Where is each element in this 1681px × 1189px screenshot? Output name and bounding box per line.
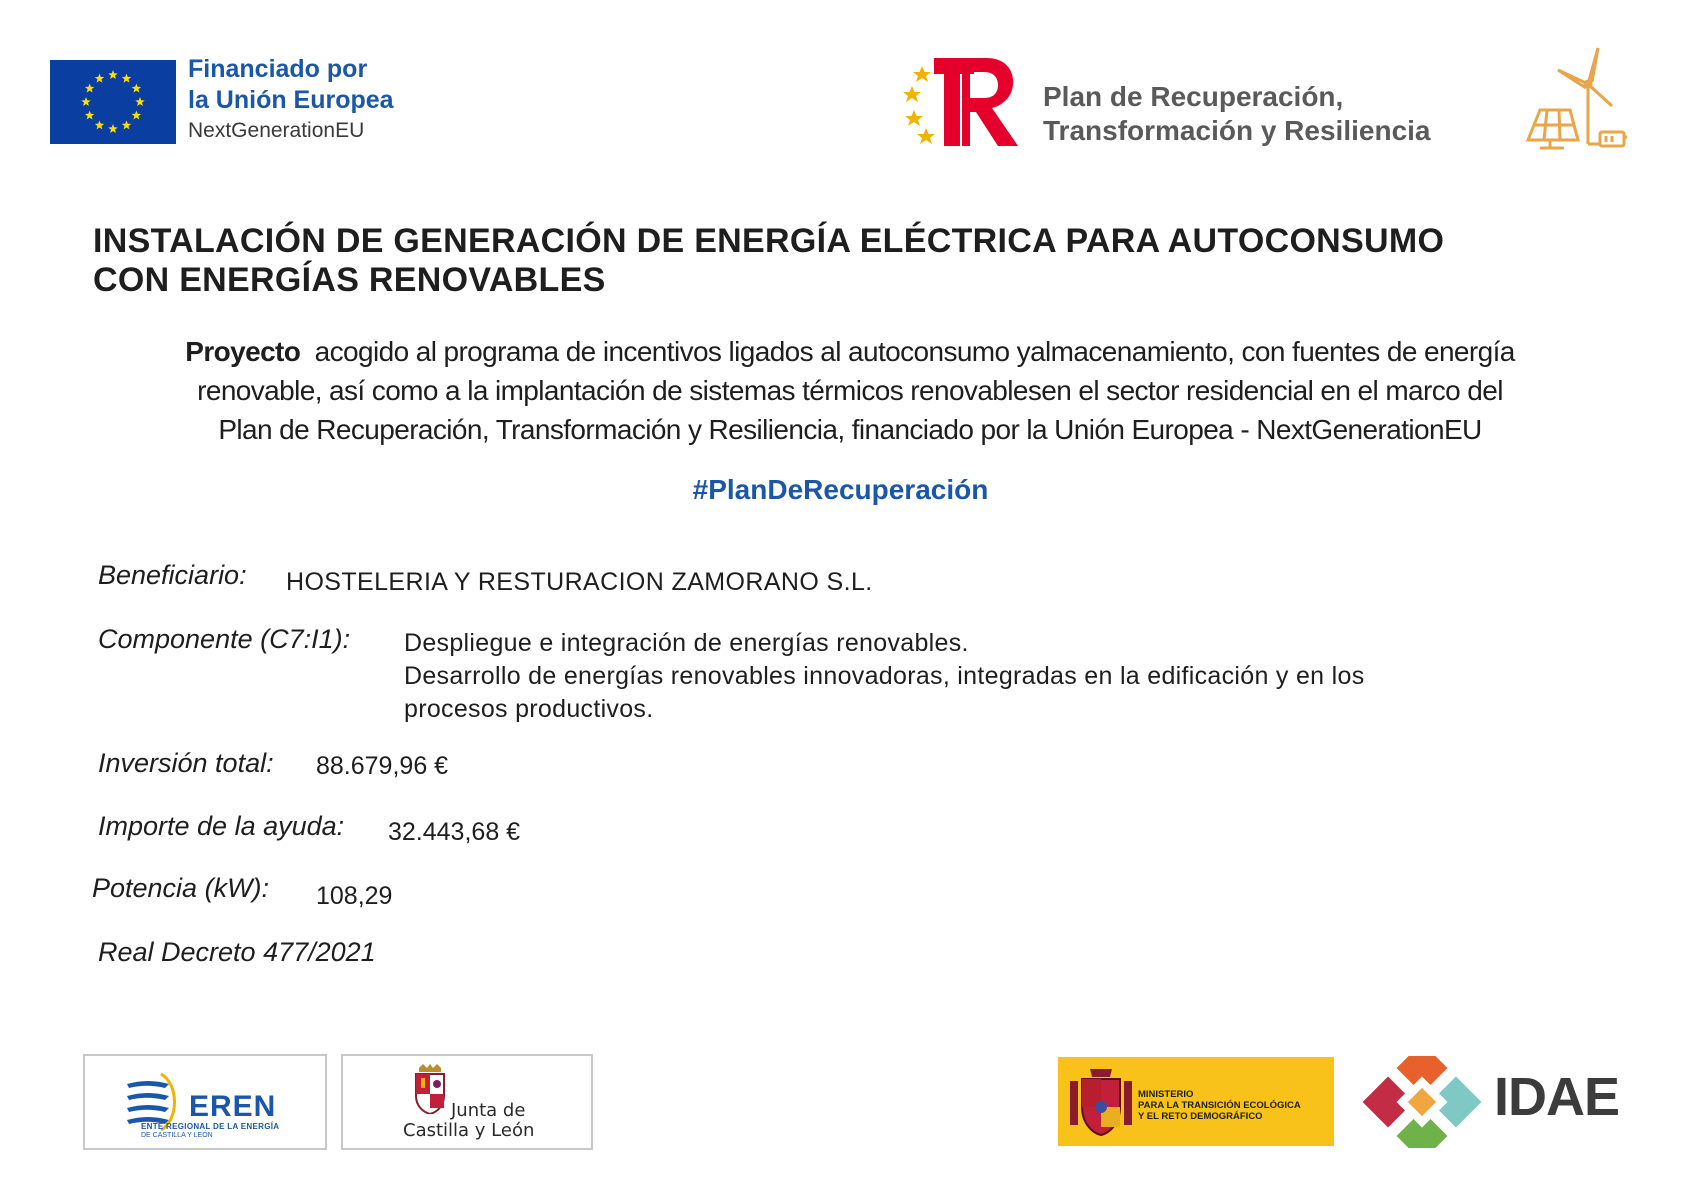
- hashtag: #PlanDeRecuperación: [692, 474, 989, 505]
- eu-flag-logo: [50, 60, 176, 144]
- importe-label: Importe de la ayuda:: [98, 811, 345, 841]
- real-decreto: Real Decreto 477/2021: [98, 937, 376, 967]
- idae-mark-icon: [1356, 1056, 1494, 1148]
- componente-label: Componente (C7:I1):: [98, 624, 351, 654]
- title-line-2: CON ENERGÍAS RENOVABLES: [93, 261, 606, 299]
- ministerio-text: [1138, 1089, 1301, 1122]
- eren-sub-1: ENTE REGIONAL DE LA ENERGÍA: [141, 1122, 280, 1131]
- prtr-logo: [900, 46, 1020, 152]
- jcyl-line-2: Castilla y León: [403, 1120, 535, 1141]
- eu-star-icon: [95, 120, 105, 129]
- prtr-text: [1043, 80, 1503, 148]
- project-line-1-text: acogido al programa de incentivos ligados al autoconsumo yalmacenamiento, con fuentes de energía: [300, 336, 1515, 367]
- eu-line-3: NextGenerationEU: [188, 119, 365, 142]
- project-line-2: renovable, así como a la implantación de sistemas térmicos renovablesen el sector residencial en el marco del: [197, 375, 1503, 406]
- eu-funding-text: [188, 54, 448, 146]
- project-line-3: Plan de Recuperación, Transformación y Resiliencia, financiado por la Unión Europea - NextGenerationEU: [218, 414, 1482, 445]
- eu-star-icon: [108, 124, 118, 133]
- beneficiario-value: HOSTELERIA Y RESTURACION ZAMORANO S.L.: [286, 568, 873, 596]
- eu-star-icon: [122, 120, 132, 129]
- eren-name: EREN: [189, 1090, 277, 1123]
- coat-of-arms-icon: [413, 1064, 447, 1114]
- eren-logo: [83, 1054, 327, 1150]
- componente-line-2: Desarrollo de energías renovables innovadoras, integradas en la edificación y en los: [404, 662, 1365, 690]
- jcyl-line-1: Junta de: [451, 1100, 526, 1121]
- prtr-stars-icon: [903, 66, 935, 144]
- importe-value: 32.443,68 €: [388, 818, 521, 846]
- prtr-line-1: Plan de Recuperación,: [1043, 81, 1344, 112]
- eu-star-icon: [135, 97, 145, 106]
- spain-coat-of-arms-icon: [1068, 1067, 1134, 1137]
- potencia-value: 108,29: [316, 882, 393, 910]
- page-title: [93, 222, 1593, 300]
- ministerio-logo: [1058, 1057, 1334, 1146]
- componente-value: [404, 627, 1365, 726]
- eu-star-icon: [132, 84, 142, 93]
- project-lead: Proyecto: [185, 336, 301, 367]
- ministerio-line-1: MINISTERIO: [1138, 1089, 1194, 1100]
- eu-star-icon: [132, 111, 142, 120]
- inversion-value: 88.679,96 €: [316, 752, 449, 780]
- eu-star-icon: [85, 84, 95, 93]
- renewable-energy-icon: [1520, 44, 1630, 154]
- eu-line-2: la Unión Europea: [188, 86, 394, 114]
- componente-line-3: procesos productivos.: [404, 695, 654, 723]
- eu-star-icon: [81, 97, 91, 106]
- eren-sub-2: DE CASTILLA Y LEÓN: [141, 1132, 213, 1139]
- prtr-line-2: Transformación y Resiliencia: [1043, 115, 1431, 146]
- ministerio-line-2: PARA LA TRANSICIÓN ECOLÓGICA: [1138, 1100, 1301, 1111]
- inversion-label: Inversión total:: [98, 748, 274, 778]
- eu-star-icon: [108, 70, 118, 79]
- junta-castilla-leon-logo: [341, 1054, 593, 1150]
- project-description: [100, 332, 1600, 449]
- eu-star-icon: [95, 74, 105, 83]
- componente-line-1: Despliegue e integración de energías renovables.: [404, 629, 969, 657]
- eu-star-icon: [85, 111, 95, 120]
- ministerio-line-3: Y EL RETO DEMOGRÁFICO: [1138, 1111, 1263, 1122]
- project-line-1: [100, 332, 1600, 371]
- eu-star-icon: [122, 74, 132, 83]
- title-line-1: INSTALACIÓN DE GENERACIÓN DE ENERGÍA ELÉCTRICA PARA AUTOCONSUMO: [93, 222, 1445, 260]
- potencia-label: Potencia (kW):: [92, 873, 270, 903]
- beneficiario-label: Beneficiario:: [98, 560, 247, 590]
- eu-line-1: Financiado por: [188, 55, 368, 83]
- idae-name: IDAE: [1494, 1067, 1620, 1127]
- eu-stars-icon: [50, 60, 176, 144]
